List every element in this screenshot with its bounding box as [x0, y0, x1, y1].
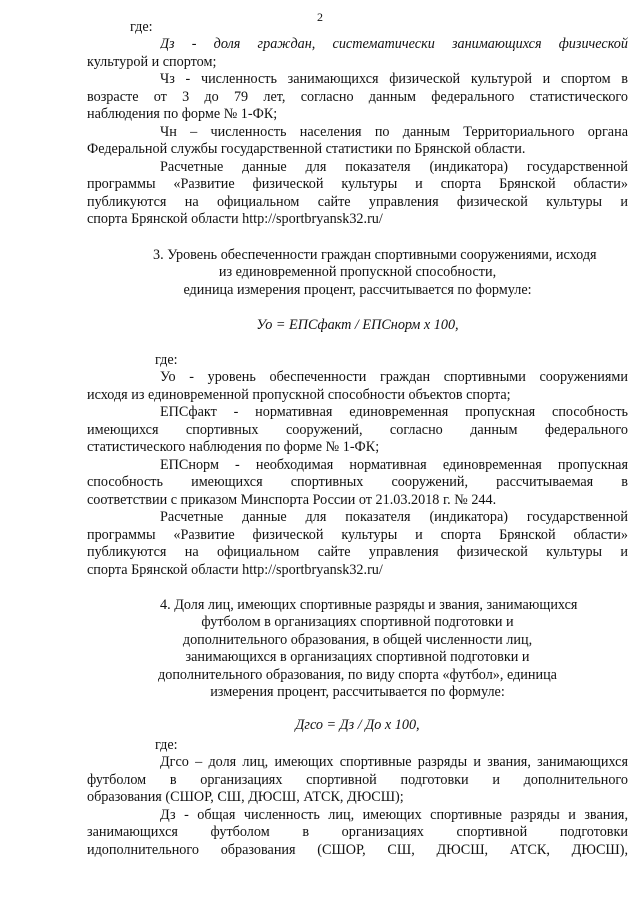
text-line: футболом в организациях спортивной подготовки и дополнительного — [87, 772, 628, 788]
text-line: статистического наблюдения по форме № 1-ФК; — [87, 439, 380, 455]
section-heading: из единовременной пропускной способности, — [218, 264, 497, 280]
text-line: Федеральной службы государственной статистики по Брянской области. — [87, 141, 526, 157]
section-heading: 3. Уровень обеспеченности граждан спортивными сооружениями, исходя — [153, 247, 597, 263]
text-line: Уо - уровень обеспеченности граждан спортивными сооружениями — [160, 369, 628, 385]
page-number: 2 — [317, 10, 323, 24]
formula: Уо = ЕПСфакт / ЕПСнорм х 100, — [256, 317, 459, 333]
text-line: имеющихся спортивных сооружений, согласно данным федерального — [87, 422, 628, 438]
section-heading: дополнительного образования, в общей численности лиц, — [182, 632, 533, 648]
text-line: где: — [130, 19, 153, 35]
text-line: ЕПСфакт - нормативная единовременная пропускная способность — [160, 404, 628, 420]
text-line: образования (СШОР, СШ, ДЮСШ, АТСК, ДЮСШ); — [87, 789, 404, 805]
section-heading: футболом в организациях спортивной подготовки и — [201, 614, 514, 630]
text-line: способность имеющихся спортивных сооружений, рассчитываемая в — [87, 474, 628, 490]
text-line: наблюдения по форме № 1-ФК; — [87, 106, 278, 122]
text-line: где: — [155, 737, 178, 753]
text-line: спорта Брянской области http://sportbryansk32.ru/ — [87, 562, 383, 578]
text-line: программы «Развитие физической культуры и спорта Брянской области» — [87, 176, 628, 192]
text-line: соответствии с приказом Минспорта России от 21.03.2018 г. № 244. — [87, 492, 497, 508]
text-line: исходя из единовременной пропускной способности объектов спорта; — [87, 387, 511, 403]
text-line: публикуются на официальном сайте управления физической культуры и — [87, 194, 628, 210]
text-line: идополнительного образования (СШОР, СШ, ДЮСШ, АТСК, ДЮСШ), — [87, 842, 628, 858]
text-line: Чз - численность занимающихся физической культурой и спортом в — [160, 71, 628, 87]
section-heading: занимающихся в организациях спортивной подготовки и — [185, 649, 530, 665]
text-line: Дз - общая численность лиц, имеющих спортивные разряды и звания, — [160, 807, 628, 823]
section-heading: дополнительного образования, по виду спорта «футбол», единица — [158, 667, 557, 683]
section-heading: измерения процент, рассчитывается по формуле: — [210, 684, 505, 700]
text-line: возрасте от 3 до 79 лет, согласно данным федерального статистического — [87, 89, 628, 105]
text-line: спорта Брянской области http://sportbryansk32.ru/ — [87, 211, 383, 227]
section-heading: 4. Доля лиц, имеющих спортивные разряды и звания, занимающихся — [160, 597, 578, 613]
section-heading: единица измерения процент, рассчитывается по формуле: — [183, 282, 532, 298]
text-line: Дгсо – доля лиц, имеющих спортивные разряды и звания, занимающихся — [160, 754, 628, 770]
text-line: занимающихся футболом в организациях спортивной подготовки — [87, 824, 628, 840]
text-line: программы «Развитие физической культуры и спорта Брянской области» — [87, 527, 628, 543]
text-line: Расчетные данные для показателя (индикатора) государственной — [160, 509, 628, 525]
text-line: публикуются на официальном сайте управления физической культуры и — [87, 544, 628, 560]
text-line: Чн – численность населения по данным Территориального органа — [160, 124, 628, 140]
text-line: Дз - доля граждан, систематически занимающихся физической — [160, 36, 628, 52]
formula: Дгсо = Дз / До х 100, — [295, 717, 420, 733]
text-line: где: — [155, 352, 178, 368]
text-line: ЕПСнорм - необходимая нормативная единовременная пропускная — [160, 457, 628, 473]
text-line: культурой и спортом; — [87, 54, 217, 70]
text-line: Расчетные данные для показателя (индикатора) государственной — [160, 159, 628, 175]
